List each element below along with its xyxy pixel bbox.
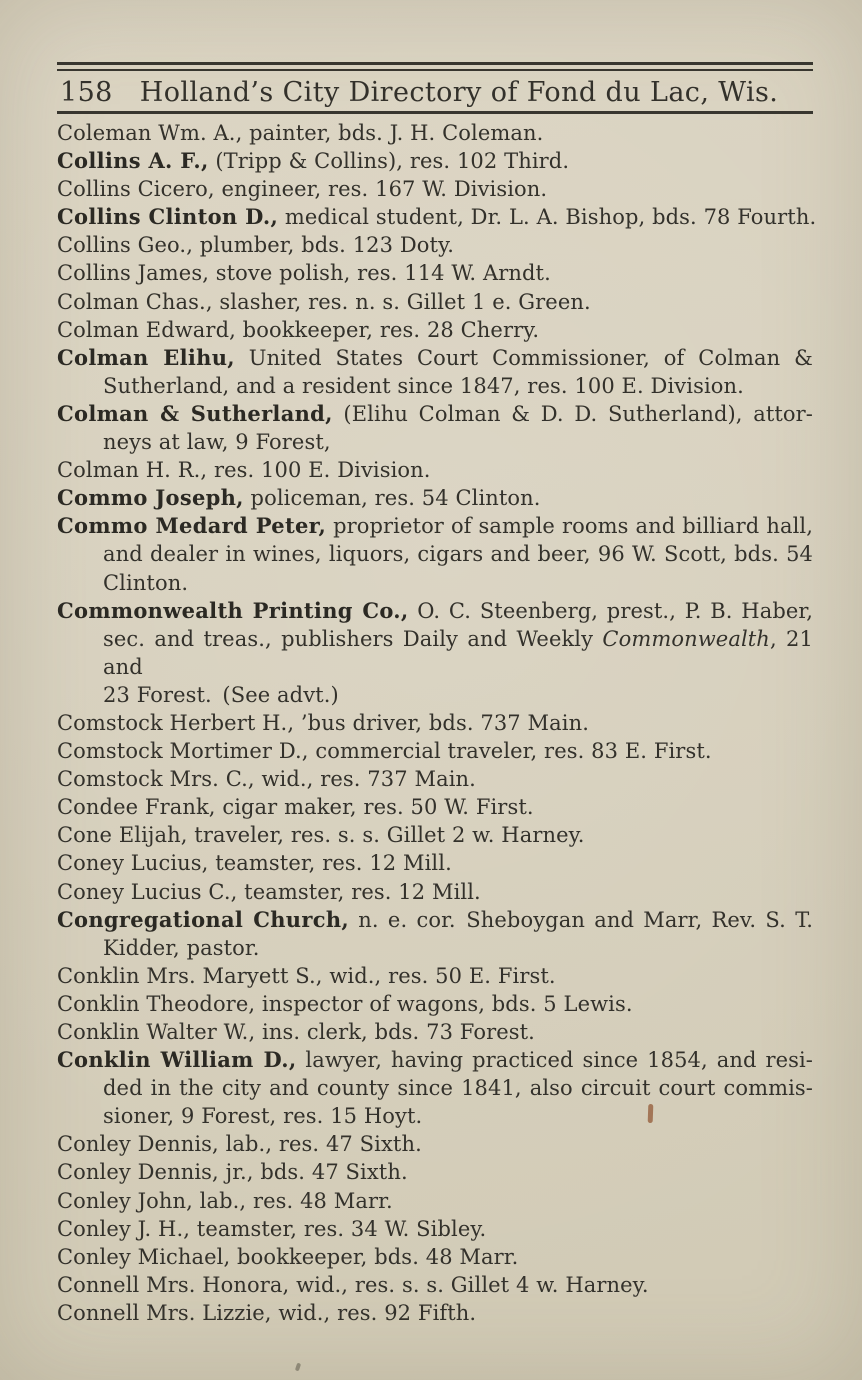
entry-line: [57, 1018, 813, 1046]
page-header: [60, 77, 816, 108]
entry-line: [57, 793, 813, 821]
entry-text: neys at law, 9 Forest,: [103, 430, 331, 455]
entry-line: [57, 1243, 813, 1271]
directory-entry: [57, 512, 813, 596]
directory-entry: [57, 990, 813, 1018]
directory-entry: [57, 147, 813, 175]
directory-entry: [57, 1018, 813, 1046]
entry-line: [57, 765, 813, 793]
directory-entry: [57, 906, 813, 962]
entry-line: [57, 231, 813, 259]
entry-text: Clinton.: [103, 570, 189, 595]
entry-line: [57, 1158, 813, 1186]
entry-text: Conley Dennis, jr., bds. 47 Sixth.: [57, 1160, 408, 1185]
entry-line: [57, 1215, 813, 1243]
entry-name: Commonwealth Printing Co.,: [57, 597, 409, 623]
entry-line: [57, 400, 813, 428]
entry-text: Commonwealth: [602, 626, 770, 651]
directory-entry: [57, 821, 813, 849]
entry-line: [57, 456, 813, 484]
paper-speck: [295, 1363, 301, 1372]
directory-entry: [57, 1130, 813, 1158]
entry-line: [57, 934, 813, 962]
entry-text: 23 Forest. (See advt.): [103, 682, 339, 707]
entry-text: Conklin Mrs. Maryett S., wid., res. 50 E. First.: [57, 963, 556, 988]
directory-entry: [57, 484, 813, 512]
directory-entry: [57, 849, 813, 877]
directory-entry: [57, 709, 813, 737]
entry-line: [57, 1074, 813, 1102]
entry-name: Colman & Sutherland,: [57, 400, 333, 426]
entry-line: [57, 1046, 813, 1074]
directory-entry: [57, 175, 813, 203]
entry-text: Conley Michael, bookkeeper, bds. 48 Marr.: [57, 1244, 519, 1269]
entry-text: Colman H. R., res. 100 E. Division.: [57, 458, 431, 483]
entry-text: Conklin Theodore, inspector of wagons, bds. 5 Lewis.: [57, 991, 633, 1016]
entry-text: ded in the city and county since 1841, also circuit court commis-: [103, 1076, 813, 1101]
entry-text: Cone Elijah, traveler, res. s. s. Gillet 2 w. Harney.: [57, 823, 585, 848]
entry-text: Colman Chas., slasher, res. n. s. Gillet 1 e. Green.: [57, 289, 591, 314]
entry-line: [57, 512, 813, 540]
entry-line: [57, 1187, 813, 1215]
entry-text: Connell Mrs. Lizzie, wid., res. 92 Fifth.: [57, 1300, 477, 1325]
entry-text: Kidder, pastor.: [103, 935, 260, 960]
entry-text: Coleman Wm. A., painter, bds. J. H. Coleman.: [57, 121, 544, 145]
entry-line: [57, 962, 813, 990]
directory-entry: [57, 288, 813, 316]
entry-text: Collins Geo., plumber, bds. 123 Doty.: [57, 233, 455, 258]
directory-entry: [57, 597, 813, 709]
directory-entry: [57, 203, 817, 231]
entry-line: [57, 906, 813, 934]
entry-text: Conley J. H., teamster, res. 34 W. Sibley.: [57, 1216, 487, 1241]
entry-line: [57, 316, 813, 344]
directory-entry: [57, 878, 813, 906]
entry-line: [57, 484, 813, 512]
entry-name: Colman Elihu,: [57, 344, 235, 370]
entry-text: (Tripp & Collins), res. 102 Third.: [208, 149, 570, 174]
entry-line: [57, 372, 813, 400]
entry-name: Commo Joseph,: [57, 485, 244, 511]
entry-line: [57, 428, 813, 456]
entry-text: Conklin Walter W., ins. clerk, bds. 73 Forest.: [57, 1020, 535, 1044]
directory-entry: [57, 1299, 813, 1327]
page-number: 158: [60, 77, 113, 108]
directory-entry: [57, 1158, 813, 1186]
entry-line: [57, 288, 813, 316]
entry-name: Congregational Church,: [57, 906, 349, 932]
entry-line: [57, 259, 813, 287]
entry-line: [57, 147, 813, 175]
entry-line: [57, 597, 813, 625]
entry-line: [57, 737, 813, 765]
entry-text: (Elihu Colman & D. D. Sutherland), attor-: [332, 401, 813, 426]
entry-text: , 21 and: [103, 626, 813, 679]
entry-text: United States Court Commissioner, of Colman &: [234, 345, 813, 370]
entry-text: policeman, res. 54 Clinton.: [243, 486, 541, 511]
entry-line: [57, 119, 813, 147]
header-double-rule: [57, 62, 813, 71]
entry-line: [57, 625, 813, 681]
entry-name: Commo Medard Peter,: [57, 513, 327, 539]
entry-text: Collins James, stove polish, res. 114 W. Arndt.: [57, 261, 551, 286]
entry-text: Comstock Herbert H., ’bus driver, bds. 737 Main.: [57, 710, 589, 735]
directory-entry: [57, 737, 813, 765]
ink-smudge: [648, 1104, 654, 1123]
entry-line: [57, 203, 817, 231]
entry-name: Collins A. F.,: [57, 148, 209, 174]
directory-entry: [57, 400, 813, 456]
entry-text: medical student, Dr. L. A. Bishop, bds. 78 Fourth.: [278, 205, 817, 230]
entry-text: Coney Lucius C., teamster, res. 12 Mill.: [57, 879, 481, 904]
entry-name: Collins Clinton D.,: [57, 204, 279, 230]
directory-entries: [57, 119, 817, 1327]
entry-line: [57, 1130, 813, 1158]
directory-entry: [57, 316, 813, 344]
directory-entry: [57, 456, 813, 484]
directory-entry: [57, 1215, 813, 1243]
entry-line: [57, 569, 813, 597]
directory-entry: [57, 793, 813, 821]
entry-line: [57, 1102, 813, 1130]
entry-line: [57, 681, 813, 709]
entry-text: Sutherland, and a resident since 1847, res. 100 E. Division.: [103, 373, 744, 398]
entry-line: [57, 849, 813, 877]
entry-text: proprietor of sample rooms and billiard hall,: [326, 514, 813, 539]
directory-entry: [57, 962, 813, 990]
directory-entry: [57, 1046, 813, 1130]
entry-line: [57, 709, 813, 737]
entry-text: Conley Dennis, lab., res. 47 Sixth.: [57, 1132, 422, 1157]
entry-text: and dealer in wines, liquors, cigars and beer, 96 W. Scott, bds. 54: [103, 542, 813, 567]
entry-text: Comstock Mortimer D., commercial traveler, res. 83 E. First.: [57, 739, 712, 764]
entry-text: Coney Lucius, teamster, res. 12 Mill.: [57, 851, 452, 876]
directory-entry: [57, 1271, 813, 1299]
entry-line: [57, 344, 813, 372]
entry-line: [57, 821, 813, 849]
entry-text: n. e. cor. Sheboygan and Marr, Rev. S. T.: [349, 907, 813, 932]
entry-line: [57, 175, 813, 203]
directory-entry: [57, 1187, 813, 1215]
directory-entry: [57, 765, 813, 793]
directory-entry: [57, 344, 813, 400]
directory-entry: [57, 259, 813, 287]
entry-line: [57, 540, 813, 568]
entry-name: Conklin William D.,: [57, 1047, 297, 1073]
page-title: Holland’s City Directory of Fond du Lac, Wis.: [139, 77, 779, 108]
entry-line: [57, 990, 813, 1018]
entry-text: O. C. Steenberg, prest., P. B. Haber,: [408, 598, 813, 623]
entry-line: [57, 878, 813, 906]
entry-line: [57, 1299, 813, 1327]
entry-text: Conley John, lab., res. 48 Marr.: [57, 1188, 393, 1213]
entry-text: Collins Cicero, engineer, res. 167 W. Division.: [57, 177, 548, 202]
entry-text: Comstock Mrs. C., wid., res. 737 Main.: [57, 767, 476, 792]
entry-text: sioner, 9 Forest, res. 15 Hoyt.: [103, 1104, 423, 1129]
entry-text: Connell Mrs. Honora, wid., res. s. s. Gillet 4 w. Harney.: [57, 1272, 649, 1297]
entry-text: Condee Frank, cigar maker, res. 50 W. First.: [57, 795, 534, 820]
header-rule: [57, 111, 813, 114]
entry-text: lawyer, having practiced since 1854, and resi-: [296, 1048, 813, 1073]
entry-text: sec. and treas., publishers Daily and Weekly: [103, 626, 603, 651]
directory-entry: [57, 1243, 813, 1271]
directory-entry: [57, 119, 813, 147]
directory-entry: [57, 231, 813, 259]
entry-line: [57, 1271, 813, 1299]
entry-text: Colman Edward, bookkeeper, res. 28 Cherry.: [57, 317, 540, 342]
